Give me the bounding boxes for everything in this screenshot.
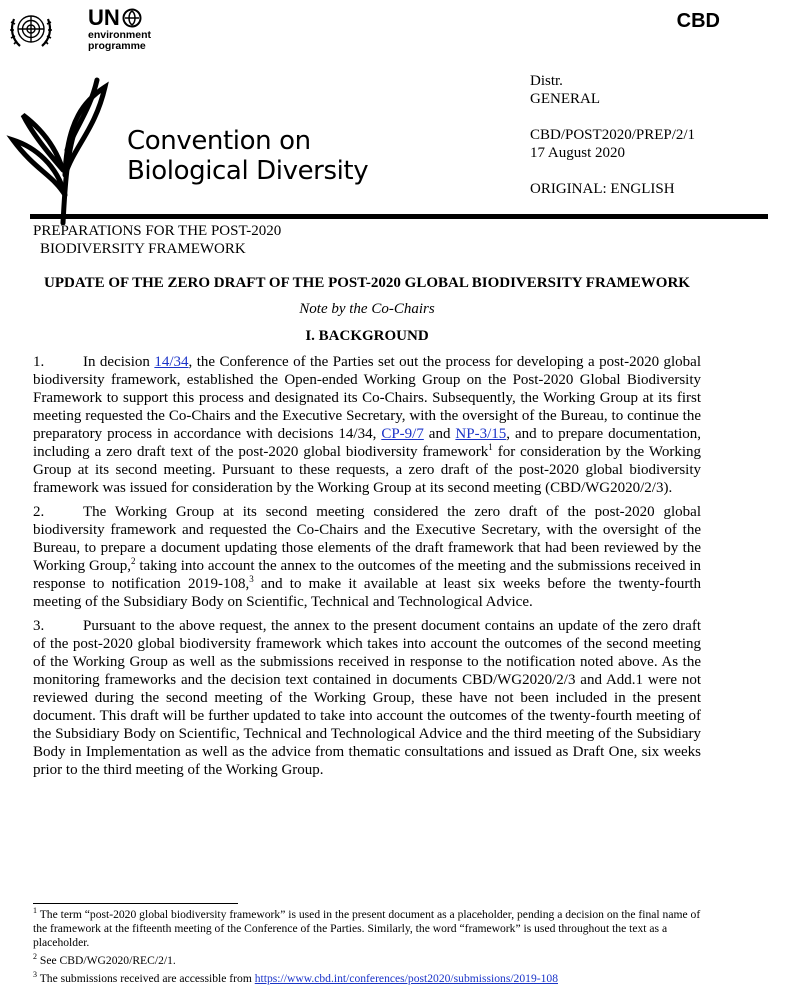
cp-9-7-link[interactable]: CP-9/7 — [381, 426, 424, 442]
footnote-number: 3 — [33, 970, 37, 980]
convention-line2: Biological Diversity — [127, 156, 369, 186]
unep-globe-icon — [122, 8, 142, 28]
convention-name — [127, 126, 368, 186]
convention-line1: Convention on — [127, 126, 311, 156]
paragraph-number: 2. — [33, 504, 45, 520]
paragraph-2 — [33, 503, 701, 611]
footnote-ref-2[interactable]: 2 — [131, 556, 136, 566]
footnotes — [33, 908, 701, 990]
paragraph-3 — [33, 617, 701, 779]
footnote-2 — [33, 954, 701, 968]
footnote-ref-1[interactable]: 1 — [488, 442, 493, 452]
footnote-number: 2 — [33, 952, 37, 962]
original-language: ORIGINAL: ENGLISH — [530, 181, 675, 197]
distr-label: Distr. — [530, 73, 563, 89]
decision-14-34-link[interactable]: 14/34 — [154, 354, 189, 370]
document-title: UPDATE OF THE ZERO DRAFT OF THE POST-2020 GLOBAL BIODIVERSITY FRAMEWORK — [44, 275, 690, 291]
header-divider — [30, 214, 768, 219]
unep-logo — [88, 7, 151, 51]
footnote-3 — [33, 972, 701, 986]
paragraph-text: , the Conference of the Parties set out the process for developing a post-2020 global biodiversity framework, established the Open-ended Working Group on the Post-2020 Global Biodiversity Framework to support this process and designated its Co-Chairs. Subsequently, the Working Group at its first meeting requested the Co-Chairs and the Executive Secretary, with the oversight of the Bureau, to continue the preparatory process in accordance with decisions 14/34, — [33, 354, 702, 442]
submissions-link[interactable]: https://www.cbd.int/conferences/post2020/submissions/2019-108 — [254, 972, 558, 985]
footnote-text: The submissions received are accessible from — [37, 972, 255, 985]
document-symbol: CBD/POST2020/PREP/2/1 — [530, 127, 696, 143]
cbd-tag: CBD — [676, 10, 720, 32]
agenda-label-line2: BIODIVERSITY FRAMEWORK — [40, 241, 246, 257]
footnote-text: See CBD/WG2020/REC/2/1. — [37, 954, 176, 967]
unep-line2: programme — [88, 40, 146, 52]
paragraph-text: taking into account the annex to the outcomes of the meeting and the submissions received in response to notification 2019-108, — [33, 558, 701, 592]
agenda-label-line1: PREPARATIONS FOR THE POST-2020 — [33, 223, 282, 239]
paragraph-number: 3. — [33, 618, 45, 634]
paragraph-text: Pursuant to the above request, the annex to the present document contains an update of the zero draft of the post-2020 global biodiversity framework which takes into account the outcomes of the second meeting of the Working Group as well as the submissions received in response to the notification noted above. As the monitoring frameworks and the decision text contained in documents CBD/WG2020/2/3 and Add.1 were not reviewed during the second meeting of the Working Group, these have not been included in the present document. This draft will be further updated to take into account the outcomes of the twenty-fourth meeting of the Subsidiary Body on Scientific, Technical and Technological Advice and the third meeting of the Subsidiary Body in Implementation as well as the advice from thematic consultations and issued as Draft One, six weeks prior to the third meeting of the Working Group. — [33, 618, 701, 778]
paragraph-text: and — [423, 426, 456, 442]
distr-value: GENERAL — [530, 91, 600, 107]
section-heading: I. BACKGROUND — [305, 328, 429, 344]
unep-un-text: UN — [88, 5, 120, 30]
body-text — [33, 353, 701, 785]
footnote-text: The term “post-2020 global biodiversity framework” is used in the present document as a placeholder, pending a decision on the final name of the framework at the fifteenth meeting of the Conference of the Parties. Similarly, the word “framework” is used throughout the text as a placeholder. — [33, 908, 701, 949]
document-date: 17 August 2020 — [530, 145, 626, 161]
footnote-divider — [33, 903, 238, 904]
unep-line1: environment — [88, 29, 152, 41]
footnote-number: 1 — [33, 906, 37, 916]
paragraph-text: and to make it available at least six weeks before the twenty-fourth meeting of the Subsidiary Body on Scientific, Technical and Technological Advice. — [33, 576, 701, 610]
agenda-label — [33, 222, 281, 258]
paragraph-text: The Working Group at its second meeting considered the zero draft of the post-2020 global biodiversity framework and requested the Co-Chairs and the Executive Secretary, with the oversight of the Bureau, to prepare a document updating those elements of the draft framework that had been reviewed by the Working Group, — [33, 504, 701, 574]
footnote-1 — [33, 908, 701, 950]
np-3-15-link[interactable]: NP-3/15 — [455, 426, 507, 442]
cbd-leaf-logo-icon — [5, 75, 115, 225]
paragraph-1 — [33, 353, 701, 497]
note-by: Note by the Co-Chairs — [299, 301, 435, 317]
paragraph-number: 1. — [33, 354, 45, 370]
un-emblem-icon — [6, 5, 56, 55]
paragraph-text: In decision — [83, 354, 155, 370]
paragraph-text: , and to prepare documentation, including a zero draft text of the post-2020 global biodiversity framework — [33, 426, 701, 460]
document-metadata — [530, 72, 695, 198]
footnote-ref-3[interactable]: 3 — [249, 574, 254, 584]
paragraph-text: for consideration by the Working Group at its second meeting. Pursuant to these requests, a zero draft of the post-2020 global biodiversity framework was issued for consideration by the Working Group at its second meeting (CBD/WG2020/2/3). — [33, 444, 701, 496]
